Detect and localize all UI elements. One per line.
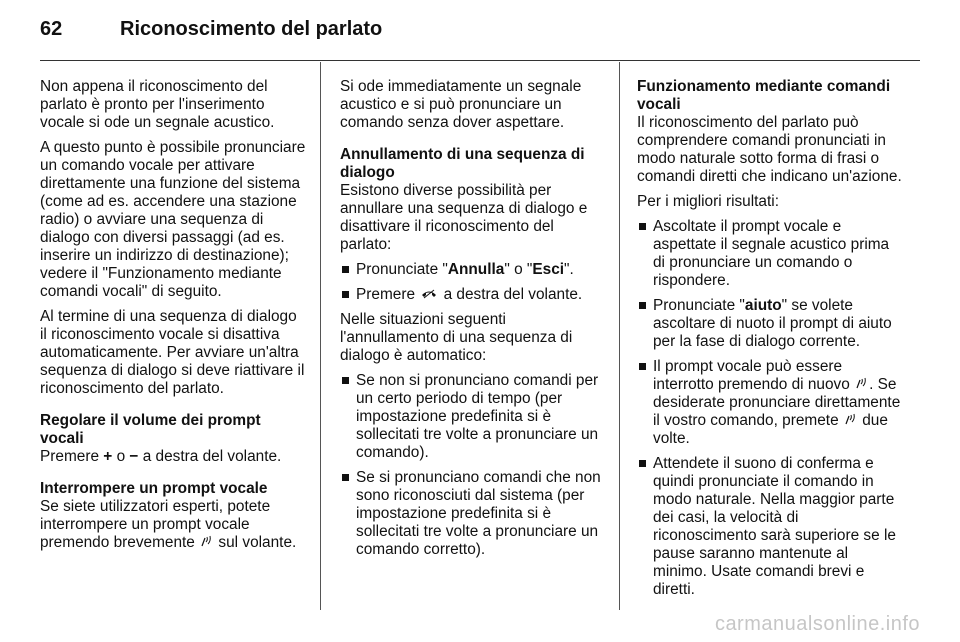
voice-button-icon — [199, 534, 214, 552]
bullet-list — [340, 372, 606, 559]
list-item: Premere a destra del volante. — [340, 286, 606, 304]
column-divider — [320, 62, 321, 610]
list-item: Se si pronunciano comandi che non sono riconosciuti dal sistema (per impostazione predefinita si è sollecitati tre volte a pronunciare un comando corretto). — [340, 469, 606, 559]
column-3 — [637, 78, 903, 606]
list-item: Pronunciate "Annulla" o "Esci". — [340, 261, 606, 279]
section-heading: Interrompere un prompt vocale — [40, 480, 268, 497]
bullet-list — [637, 218, 903, 599]
column-1 — [40, 78, 306, 559]
list-item: Pronunciate "aiuto" se volete ascoltare di nuoto il prompt di aiuto per la fase di dialogo corrente. — [637, 297, 903, 351]
section-heading: Regolare il volume dei prompt vocali — [40, 412, 261, 447]
list-item: Ascoltate il prompt vocale e aspettate il segnale acustico prima di pronunciare un comando o rispondere. — [637, 218, 903, 290]
voice-button-icon — [854, 376, 869, 394]
paragraph: Il riconoscimento del parlato può comprendere comandi pronunciati in modo naturale sotto forma di frasi o comandi diretti che indicano un'azione. — [637, 114, 902, 185]
hang-up-icon — [419, 286, 439, 304]
list-item: Se non si pronunciano comandi per un certo periodo di tempo (per impostazione predefinita si è sollecitati tre volte a pronunciare un comando). — [340, 372, 606, 462]
header-divider — [40, 60, 920, 61]
paragraph: Nelle situazioni seguenti l'annullamento di una sequenza di dialogo è automatico: — [340, 311, 573, 364]
section-heading: Annullamento di una sequenza di dialogo — [340, 146, 585, 181]
paragraph: Esistono diverse possibilità per annullare una sequenza di dialogo e disattivare il riconoscimento del parlato: — [340, 182, 588, 253]
voice-button-icon — [843, 412, 858, 430]
list-item: Attendete il suono di conferma e quindi pronunciate il comando in modo naturale. Nella maggior parte dei casi, la velocità di riconoscimento sarà superiore se le pause saranno mantenute al minimo. Usate comandi brevi e diretti. — [637, 455, 903, 599]
page-title: Riconoscimento del parlato — [120, 18, 383, 40]
paragraph: Per i migliori risultati: — [637, 193, 779, 210]
plus-icon: + — [103, 448, 113, 465]
section-heading: Funzionamento mediante comandi vocali — [637, 78, 891, 113]
column-divider — [619, 62, 620, 610]
watermark: carmanualsonline.info — [714, 613, 920, 635]
minus-icon: − — [129, 448, 139, 465]
page-header — [40, 18, 382, 48]
paragraph: Se siete utilizzatori esperti, potete interrompere un prompt vocale premendo brevemente sul volante. — [40, 498, 297, 551]
column-2 — [340, 78, 606, 566]
page-number: 62 — [40, 18, 63, 40]
list-item: Il prompt vocale può essere interrotto premendo di nuovo . Se desiderate pronunciare direttamente il vostro comando, premete due volte. — [637, 358, 903, 448]
paragraph: Si ode immediatamente un segnale acustico e si può pronunciare un comando senza dover aspettare. — [340, 78, 582, 131]
paragraph: Premere + o − a destra del volante. — [40, 448, 282, 465]
paragraph: Non appena il riconoscimento del parlato è pronto per l'inserimento vocale si ode un segnale acustico. — [40, 78, 275, 131]
paragraph: Al termine di una sequenza di dialogo il riconoscimento vocale si disattiva automaticamente. Per avviare un'altra sequenza di dialogo si deve riattivare il riconoscimento del parlato. — [40, 308, 305, 397]
bullet-list — [340, 261, 606, 304]
paragraph: A questo punto è possibile pronunciare un comando vocale per attivare direttamente una funzione del sistema (come ad es. accendere una stazione radio) o avviare una sequenza di dialogo con diversi passaggi (ad es. inserire un indirizzo di destinazione); vedere il "Funzionamento mediante comandi vocali" di seguito. — [40, 139, 306, 300]
